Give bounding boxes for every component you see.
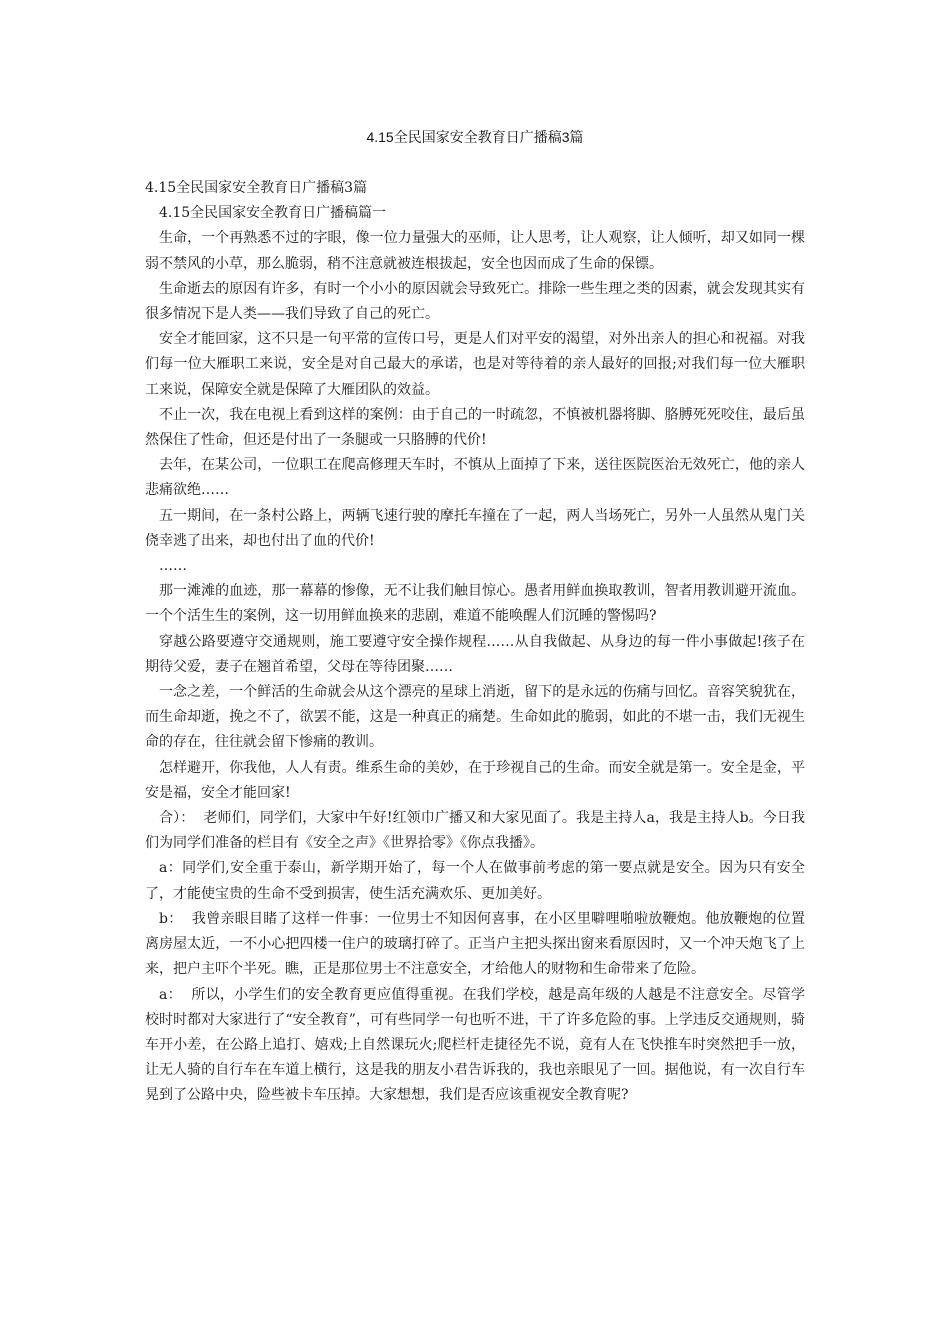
paragraph: 不止一次，我在电视上看到这样的案例：由于自己的一时疏忽，不慎被机器将脚、胳膊死死咬住，最后虽然保住了性命，但还是付出了一条腿或一只胳膊的代价! xyxy=(145,406,805,449)
paragraph: 生命，一个再熟悉不过的字眼，像一位力量强大的巫师，让人思考，让人观察，让人倾听，却又如同一棵弱不禁风的小草，那么脆弱，稍不注意就被连根拔起，安全也因而成了生命的保镖。 xyxy=(145,230,805,272)
paragraph: a： 所以，小学生们的安全教育更应值得重视。在我们学校，越是高年级的人越是不注意安全。尽管学校时时都对大家进行了“安全教育”，可有些同学一句也听不进，干了许多危险的事。上学违反交通规则，骑车开小差，在公路上追打、嬉戏;上自然课玩火;爬栏杆走捷径先不说，竟有人在飞快推车时突然把手一放，让无人骑的自行车在车道上横行，这是我的朋友小君告诉我的，我也亲眼见了一回。据他说，有一次自行车晃到了公路中央，险些被卡车压掉。大家想想，我们是否应该重视安全教育呢? xyxy=(145,986,805,1104)
paragraph: 一念之差，一个鲜活的生命就会从这个漂亮的星球上消逝，留下的是永远的伤痛与回忆。音容笑貌犹在，而生命却逝，挽之不了，欲罢不能，这是一种真正的痛楚。生命如此的脆弱，如此的不堪一击，我们无视生命的存在，往往就会留下惨痛的教训。 xyxy=(145,684,805,751)
paragraph: 合）： 老师们，同学们，大家中午好!红领巾广播又和大家见面了。我是主持人a，我是主持人b。今日我们为同学们准备的栏目有《安全之声》《世界拾零》《你点我播》。 xyxy=(145,810,805,852)
paragraph: 安全才能回家，这不只是一句平常的宣传口号，更是人们对平安的渴望，对外出亲人的担心和祝福。对我们每一位大雁职工来说，安全是对自己最大的承诺，也是对等待着的亲人最好的回报;对我们每一位大雁职工来说，保障安全就是保障了大雁团队的效益。 xyxy=(145,331,805,398)
paragraph: 穿越公路要遵守交通规则，施工要遵守安全操作规程……从自我做起、从身边的每一件小事做起!孩子在期待父爱，妻子在翘首希望，父母在等待团聚…… xyxy=(145,633,805,675)
paragraph: 生命逝去的原因有许多，有时一个小小的原因就会导致死亡。排除一些生理之类的因素，就会发现其实有很多情况下是人类——我们导致了自己的死亡。 xyxy=(145,280,805,323)
paragraph: 怎样避开，你我他，人人有责。维系生命的美妙，在于珍视自己的生命。而安全就是第一。安全是金，平安是福，安全才能回家! xyxy=(145,759,805,801)
paragraph: 去年，在某公司，一位职工在爬高修理天车时，不慎从上面掉了下来，送往医院医治无效死亡，他的亲人悲痛欲绝…… xyxy=(145,457,805,499)
document-title: 4.15全民国家安全教育日广播稿3篇 xyxy=(366,129,584,145)
ellipsis-line: …… xyxy=(159,558,187,575)
paragraph: a：同学们,安全重于泰山，新学期开始了，每一个人在做事前考虑的第一要点就是安全。因为只有安全了，才能使宝贵的生命不受到损害，使生活充满欢乐、更加美好。 xyxy=(145,860,805,902)
paragraph: 五一期间，在一条村公路上，两辆飞速行驶的摩托车撞在了一起，两人当场死亡，另外一人虽然从鬼门关侥幸逃了出来，却也付出了血的代价! xyxy=(145,507,805,549)
body-heading: 4.15全民国家安全教育日广播稿3篇 xyxy=(145,180,368,196)
paragraph: 那一滩滩的血迹，那一幕幕的惨像，无不让我们触目惊心。愚者用鲜血换取教训，智者用教训避开流血。一个个活生生的案例，这一切用鲜血换来的悲剧，难道不能唤醒人们沉睡的警惕吗? xyxy=(145,583,805,625)
document-body xyxy=(145,176,805,1109)
section-heading: 4.15全民国家安全教育日广播稿篇一 xyxy=(159,205,387,222)
paragraph: b： 我曾亲眼目睹了这样一件事：一位男士不知因何喜事，在小区里噼哩啪啦放鞭炮。他放鞭炮的位置离房屋太近，一不小心把四楼一住户的玻璃打碎了。正当户主把头探出窗来看原因时，又一个冲天炮飞了上来，把户主吓个半死。瞧，正是那位男士不注意安全，才给他人的财物和生命带来了危险。 xyxy=(145,910,805,978)
